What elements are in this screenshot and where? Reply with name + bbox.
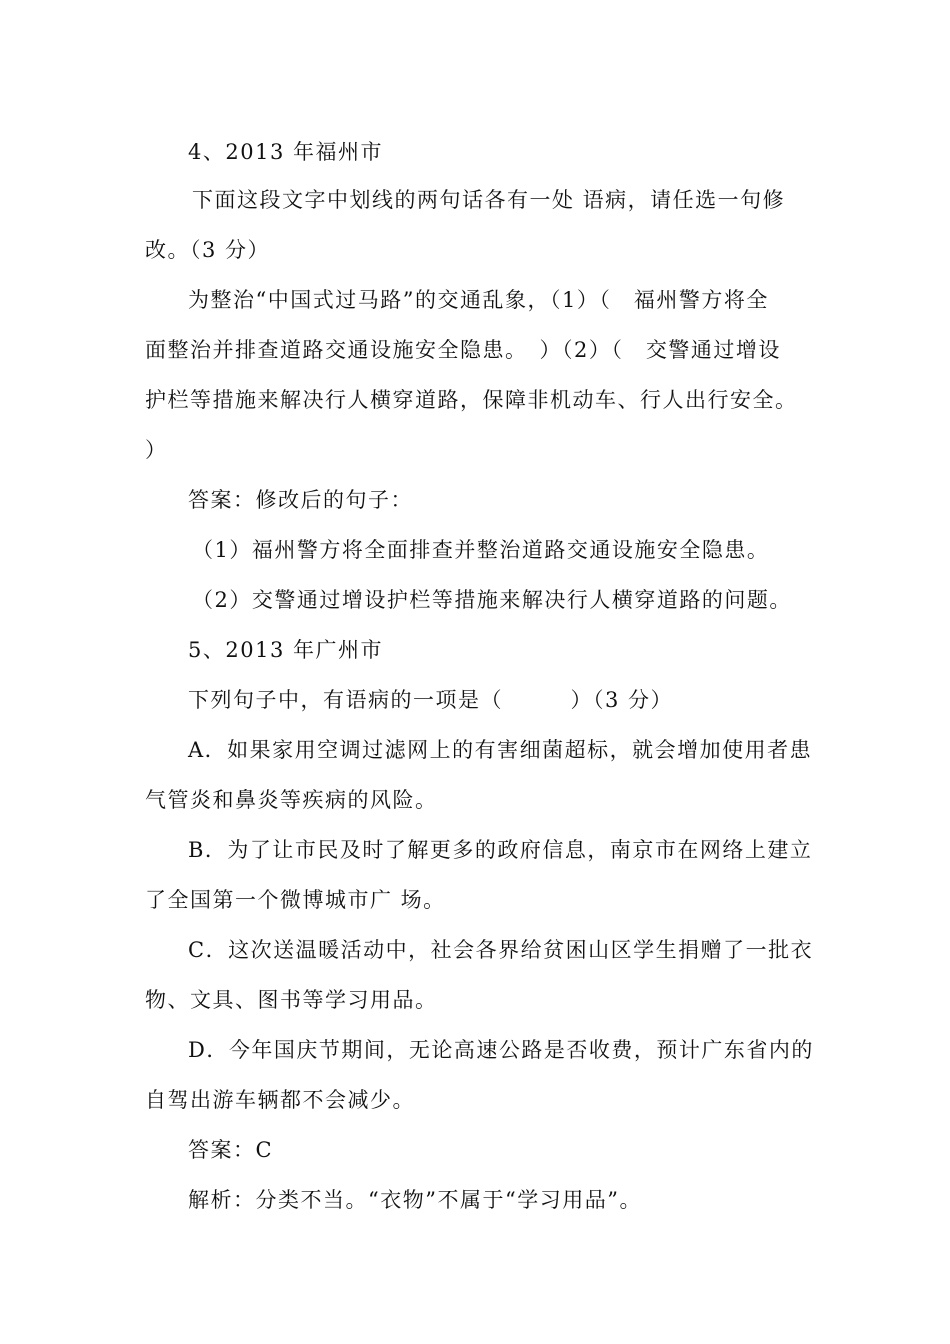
option-a-cont: 气管炎和鼻炎等疾病的风险。 <box>145 788 438 812</box>
option-b: B．为了让市民及时了解更多的政府信息，南京市在网络上建立 <box>188 838 813 862</box>
option-d-cont: 自驾出游车辆都不会减少。 <box>145 1088 415 1112</box>
option-d: D．今年国庆节期间，无论高速公路是否收费，预计广东省内的 <box>188 1038 814 1062</box>
question-5-prompt: 下列句子中，有语病的一项是（ ）（3 分） <box>188 688 674 712</box>
section-heading-5: 5、2013 年广州市 <box>188 638 383 662</box>
question-4-passage-cont-1: 面整治并排查道路交通设施安全隐患。 ）（2）（ 交警通过增设 <box>145 338 781 362</box>
option-c-cont: 物、文具、图书等学习用品。 <box>145 988 438 1012</box>
answer-4-label: 答案：修改后的句子： <box>188 488 413 512</box>
answer-4-sentence-1: （1）福州警方将全面排查并整治道路交通设施安全隐患。 <box>192 538 770 562</box>
option-a: A．如果家用空调过滤网上的有害细菌超标，就会增加使用者患 <box>188 738 813 762</box>
analysis-5: 解析：分类不当。“衣物”不属于“学习用品”。 <box>188 1188 642 1212</box>
question-4-passage: 为整治“中国式过马路”的交通乱象，（1）（ 福州警方将全 <box>188 288 769 312</box>
option-c: C．这次送温暖活动中，社会各界给贫困山区学生捐赠了一批衣 <box>188 938 814 962</box>
question-4-passage-cont-2: 护栏等措施来解决行人横穿道路，保障非机动车、行人出行安全。 <box>145 388 798 412</box>
section-heading-4: 4、2013 年福州市 <box>188 140 383 164</box>
question-4-passage-cont-3: ） <box>145 438 168 462</box>
question-4-prompt-cont: 改。（3 分） <box>145 238 271 262</box>
answer-4-sentence-2: （2）交警通过增设护栏等措施来解决行人横穿道路的问题。 <box>192 588 792 612</box>
option-b-cont: 了全国第一个微博城市广 场。 <box>145 888 446 912</box>
question-4-prompt: 下面这段文字中划线的两句话各有一处 语病，请任选一句修 <box>192 188 786 212</box>
answer-5: 答案：C <box>188 1138 274 1162</box>
